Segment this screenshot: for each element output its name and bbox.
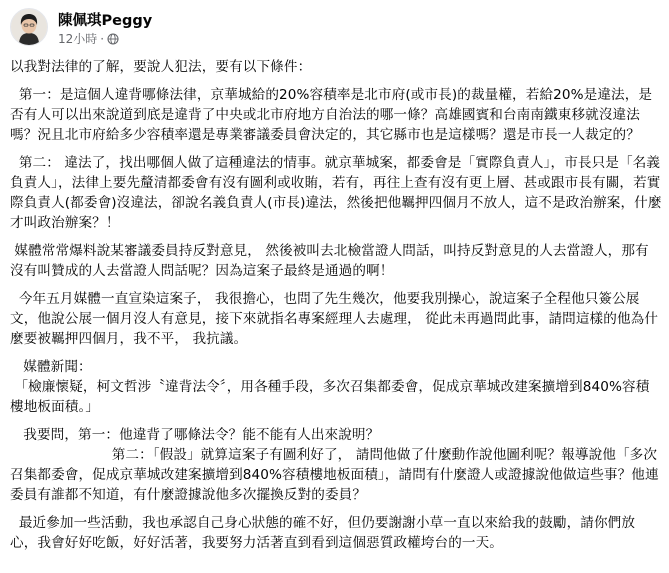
post-meta	[58, 30, 119, 47]
post-paragraph: 第二： 違法了，找出哪個人做了這種違法的情事。就京華城案，都委會是「實際負責人」，市長只是「名義負責人」，法律上要先釐清都委會有沒有圖利或收賄，若有，再往上查有沒有更上層、甚或跟市長有關，若實際負責人(都委會)沒違法，卻說名義負責人(市長)違法，然後把他羈押四個月不放人，這不是政治辦案，什麼才叫政治辦案？！	[10, 155, 662, 231]
post-paragraph: 媒體常常爆料說某審議委員持反對意見， 然後被叫去北檢當證人問話，叫持反對意見的人去當證人，那有沒有叫贊成的人去當證人問話呢？因為這案子最終是通過的啊！	[10, 243, 649, 279]
post-timestamp[interactable]: 12小時	[58, 32, 98, 46]
avatar[interactable]	[10, 8, 48, 46]
post-paragraph: 「檢廉懷疑，柯文哲涉〝違背法令〞，用各種手段，多次召集都委會，促成京華城改建案擴增到840%容積樓地板面積。」	[10, 379, 650, 415]
avatar-portrait-icon	[11, 9, 47, 45]
post-paragraph: 第二：「假設」就算這案子有圖利好了， 請問他做了什麼動作說他圖利呢？報導說他「多次召集都委會，促成京華城改建案擴增到840%容積樓地板面積」，請問有什麼證人或證據說他做這些事？他連委員有誰都不知道，有什麼證據說他多次擺換反對的委員？	[10, 447, 659, 503]
author-name[interactable]: 陳佩琪Peggy	[58, 13, 153, 29]
post-paragraph: 最近參加一些活動，我也承認自己身心狀態的確不好，但仍要謝謝小草一直以來給我的鼓勵，請你們放心，我會好好吃飯，好好活著，我要努力活著直到看到這個惡質政權垮台的一天。	[10, 515, 636, 551]
meta-separator: ·	[100, 31, 105, 46]
post-paragraph: 媒體新聞：	[10, 359, 92, 375]
post-paragraph: 我要問，第一：他違背了哪條法令？能不能有人出來說明？	[10, 427, 380, 443]
post-paragraph: 以我對法律的了解，要說人犯法，要有以下條件：	[10, 59, 312, 75]
post-paragraph: 第一：是這個人違背哪條法律，京華城給的20%容積率是北市府(或市長)的裁量權，若給20%是違法，是否有人可以出來說道到底是違背了中央或北市府地方自治法的哪一條？高雄國賓和台南南鐵東移就沒違法嗎？況且北市府給多少容積率還是專業審議委員會決定的，其它縣市也是這樣嗎？還是市長一人裁定的？	[10, 87, 653, 143]
globe-icon	[107, 33, 119, 45]
post-body	[10, 57, 662, 553]
post-paragraph: 今年五月媒體一直宣染這案子， 我很擔心，也問了先生幾次，他要我別操心，說這案子全程他只簽公展文，他說公展一個月沒人有意見，接下來就指名專案經理人去處理， 從此未再過問此事，請問這樣的他為什麼要被羈押四個月，我不平， 我抗議。	[10, 291, 659, 347]
